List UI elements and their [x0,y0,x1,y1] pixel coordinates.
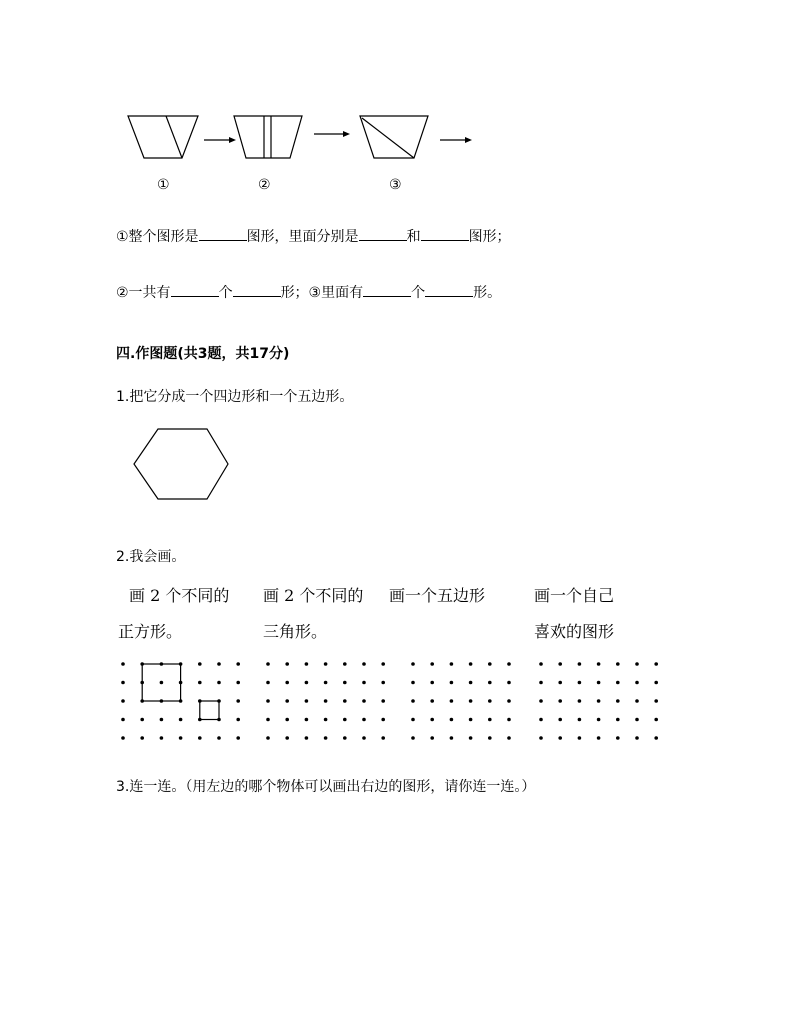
grid-dot [616,718,620,722]
trapezoid-sequence-figure [0,0,794,200]
grid-dot [558,718,562,722]
grid-dot [654,736,658,740]
grid-dot [266,681,270,685]
grid-dot [635,736,639,740]
grid-dot [324,681,328,685]
grid-dot [140,718,144,722]
grid-dot [616,736,620,740]
grid-dot [266,662,270,666]
answer-blank[interactable] [421,228,469,241]
grid-dot [285,736,289,740]
grid-dot [654,699,658,703]
grid-dot [635,699,639,703]
grid-dot [121,718,125,722]
grid-dot [343,681,347,685]
grid-dot [305,699,309,703]
task-1-line-2: 正方形。 [118,622,183,641]
grid-dot [381,736,385,740]
answer-blank[interactable] [425,284,473,297]
grid-dot [539,699,543,703]
grid-dot [343,718,347,722]
grid-dot [285,699,289,703]
grid-dot [488,699,492,703]
grid-dot [411,699,415,703]
grid-dot [469,736,473,740]
grid-dot [160,681,164,685]
grid-dot [362,681,366,685]
question-2-text: 2.我会画。 [116,549,186,565]
q1-part-1: ①整个图形是 [116,229,199,245]
question-3-text: 3.连一连。（用左边的哪个物体可以画出右边的图形，请你连一连。） [116,779,536,795]
grid-dot [411,662,415,666]
grid-dot [266,718,270,722]
grid-dot [430,736,434,740]
grid-dot [285,662,289,666]
section-heading: 四.作图题(共3题，共17分) [116,346,290,362]
grid-dot [450,662,454,666]
grid-dot [343,699,347,703]
grid-dot [411,718,415,722]
grid-dot [507,681,511,685]
grid-dot [198,736,202,740]
grid-dot [539,681,543,685]
grid-dot [450,718,454,722]
grid-dot [507,736,511,740]
trapezoid-figure-2 [234,116,302,158]
grid-dot [305,736,309,740]
grid-dot [179,718,183,722]
grid-dot [305,681,309,685]
grid-dot [597,662,601,666]
grid-dot [285,718,289,722]
q2-part-1: ②一共有 [116,285,171,301]
grid-dot [411,681,415,685]
arrow-3-head [465,137,472,143]
grid-dot [450,699,454,703]
figure-label-3: ③ [389,177,402,193]
grid-dot [217,662,221,666]
grid-dot [430,718,434,722]
answer-blank[interactable] [363,284,411,297]
answer-blank[interactable] [359,228,407,241]
grid-dot [217,681,221,685]
grid-dot [285,681,289,685]
grid-dot [488,736,492,740]
dot-grids [0,650,794,750]
grid-dot [507,699,511,703]
q2-part-2: 个 [218,285,233,301]
grid-dot [430,662,434,666]
grid-dot [539,736,543,740]
grid-dot [539,662,543,666]
grid-dot [635,681,639,685]
hexagon-figure [130,426,230,506]
grid-dot [469,718,473,722]
grid-dot [121,662,125,666]
grid-dot [236,662,240,666]
grid-dot [343,736,347,740]
grid-dot [469,699,473,703]
q1-part-2: 图形，里面分别是 [246,229,359,245]
grid-dot [160,736,164,740]
grid-dot [578,681,582,685]
fill-in-question-1 [116,228,511,246]
grid-dot [411,736,415,740]
grid-dot [616,681,620,685]
grid-dot [578,736,582,740]
fill-in-question-2 [116,284,501,302]
grid-dot [597,681,601,685]
answer-blank[interactable] [199,228,247,241]
question-1-text: 1.把它分成一个四边形和一个五边形。 [116,389,354,405]
grid-dot [324,699,328,703]
q2-part-4: 个 [411,285,426,301]
grid-dot [305,718,309,722]
grid-dot [488,662,492,666]
q1-part-4: 图形； [468,229,511,245]
grid-dot [324,736,328,740]
grid-dot [558,699,562,703]
grid-dot [324,662,328,666]
grid-dot [450,681,454,685]
dot-grid-3[interactable] [411,662,511,740]
q2-part-3: 形；③里面有 [280,285,364,301]
grid-dot [121,736,125,740]
grid-dot [616,662,620,666]
grid-dot [578,718,582,722]
grid-dot [381,681,385,685]
grid-dot [179,736,183,740]
grid-dot [381,699,385,703]
dot-grid-4[interactable] [539,662,658,740]
arrow-1-head [229,137,236,143]
grid-dot [597,718,601,722]
grid-dot [488,718,492,722]
trapezoid-figure-3 [360,116,428,158]
grid-dot [324,718,328,722]
grid-dot [160,718,164,722]
figure-label-2: ② [258,177,271,193]
grid-dot [558,736,562,740]
grid-dot [578,699,582,703]
grid-dot [198,681,202,685]
grid-dot [362,662,366,666]
grid-dot [635,662,639,666]
grid-dot [362,699,366,703]
grid-dot [558,662,562,666]
task-1-line-1: 画 2 个不同的 [129,586,230,605]
grid-dot [654,718,658,722]
grid-dot [381,718,385,722]
grid-dot [488,681,492,685]
grid-dot [266,699,270,703]
grid-dot [430,699,434,703]
grid-dot [616,699,620,703]
grid-dot [362,718,366,722]
grid-dot [635,718,639,722]
grid-dot [597,699,601,703]
grid-dot [236,699,240,703]
grid-dot [121,699,125,703]
grid-dot [507,662,511,666]
grid-dot [217,736,221,740]
task-4-line-2: 喜欢的图形 [534,622,615,641]
task-2-line-1: 画 2 个不同的 [263,586,364,605]
answer-blank[interactable] [233,284,281,297]
grid-dot [654,662,658,666]
grid-dot [469,681,473,685]
trapezoid-figure-1 [128,116,198,158]
grid-dot [343,662,347,666]
grid-dot [430,681,434,685]
q2-part-5: 形。 [473,285,502,301]
grid-dot [236,736,240,740]
q1-part-3: 和 [406,229,421,245]
grid-dot [121,681,125,685]
grid-dot [381,662,385,666]
grid-dot [539,718,543,722]
answer-blank[interactable] [171,284,219,297]
task-2-line-2: 三角形。 [263,622,328,641]
grid-dot [236,718,240,722]
grid-dot [597,736,601,740]
task-3-line-1: 画一个五边形 [389,586,486,605]
grid-dot [140,736,144,740]
dot-grid-2[interactable] [266,662,385,740]
grid-dot [469,662,473,666]
grid-dot [198,662,202,666]
example-square-small [200,701,219,720]
grid-dot [558,681,562,685]
grid-dot [266,736,270,740]
grid-dot [450,736,454,740]
arrow-2-head [343,131,350,137]
grid-dot [362,736,366,740]
grid-dot [236,681,240,685]
grid-dot [507,718,511,722]
grid-dot [305,662,309,666]
grid-dot [578,662,582,666]
grid-dot [654,681,658,685]
trapezoid-1-divider [166,116,182,158]
task-4-line-1: 画一个自己 [534,586,615,605]
figure-label-1: ① [157,177,170,193]
trapezoid-3-diagonal [362,118,414,158]
